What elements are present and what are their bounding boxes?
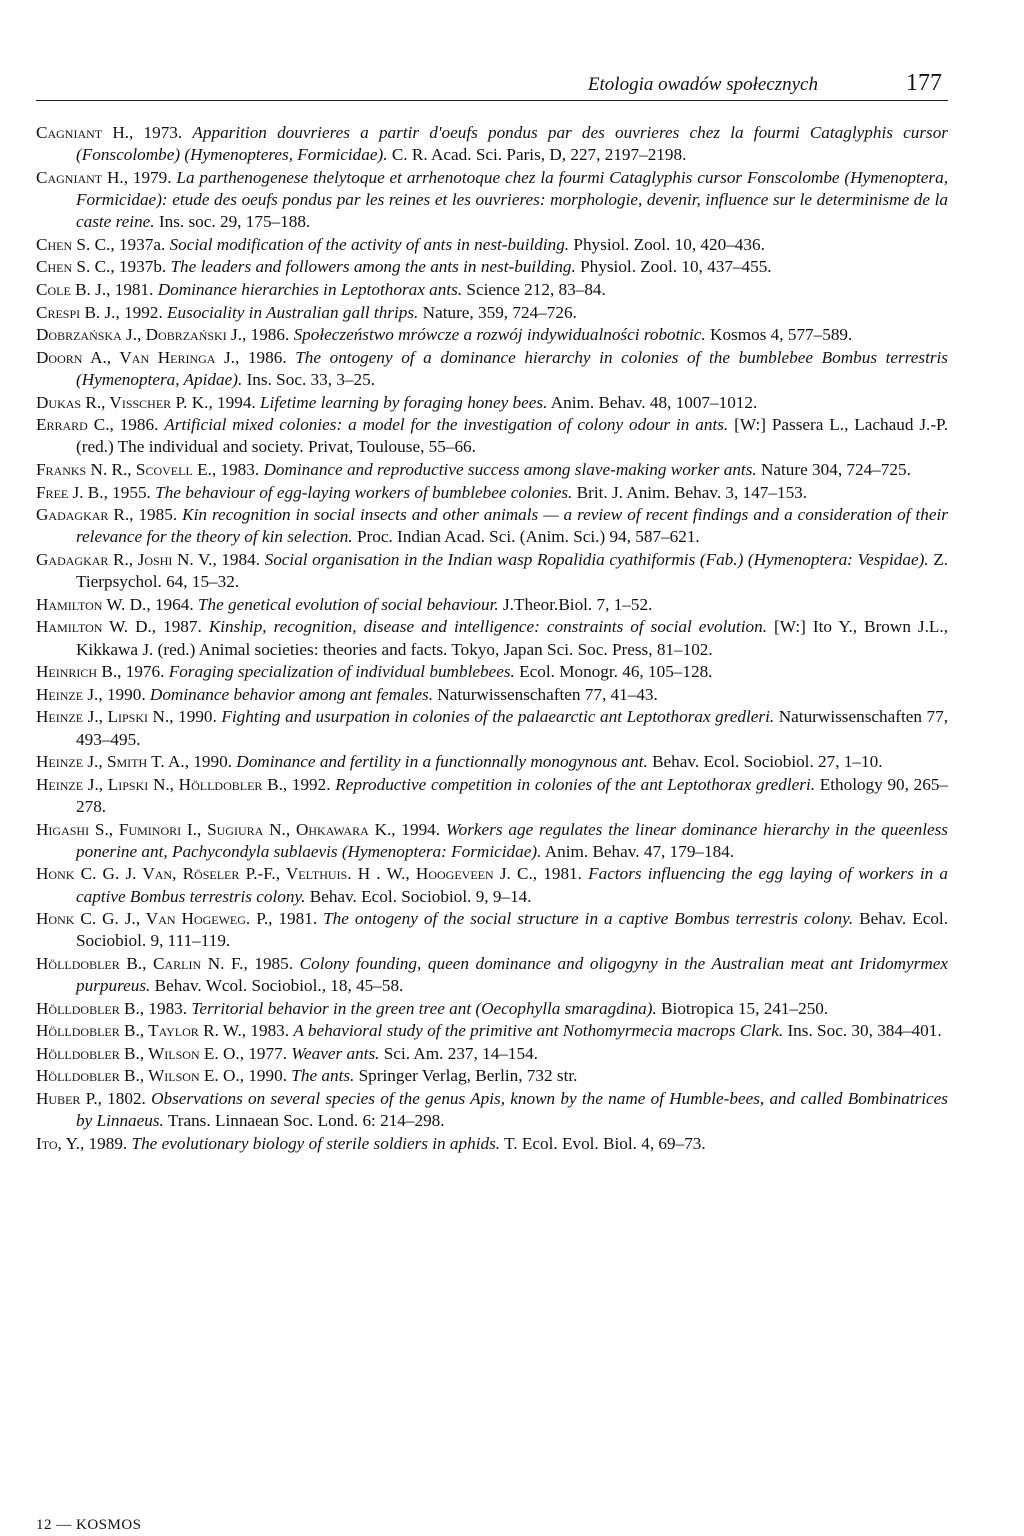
reference-source: J.Theor.Biol. 7, 1–52. xyxy=(498,594,653,614)
reference-title: Kin recognition in social insects and other animals — a review of recent findings and a consideration of their relevance for the theory of kin selection. xyxy=(76,505,948,547)
reference-entry xyxy=(36,279,948,301)
reference-authors: Hamilton W. D. xyxy=(36,594,147,614)
reference-year: , 1977. xyxy=(239,1043,292,1063)
reference-title: Apparition douvrieres a partir d'oeufs pondus par des ouvrieres chez la fourmi Cataglyphis cursor (Fonscolombe) (Hymenopteres, Formicidae). xyxy=(76,123,948,165)
reference-year: , 1937a. xyxy=(110,234,170,254)
reference-authors: Hölldobler B., Carlin N. F. xyxy=(36,953,244,973)
reference-entry xyxy=(36,234,948,256)
reference-authors: Hölldobler B., Wilson E. O. xyxy=(36,1066,240,1086)
reference-entry xyxy=(36,819,948,863)
reference-authors: Dobrzańska J., Dobrzański J. xyxy=(36,325,242,345)
reference-authors: Franks N. R., Scovell E. xyxy=(36,459,212,479)
reference-title: Reproductive competition in colonies of the ant Leptothorax gredleri. xyxy=(335,774,816,794)
reference-authors: Honk C. G. J. Van, Röseler P.-F., Velthuis. H . W., Hoogeveen J. C. xyxy=(36,864,533,884)
reference-year: , 1990. xyxy=(184,752,237,772)
reference-authors: Heinze J. xyxy=(36,684,99,704)
reference-source: Behav. Wcol. Sociobiol., 18, 45–58. xyxy=(150,976,404,996)
reference-year: , 1992. xyxy=(282,774,336,794)
printer-signature: 12 — KOSMOS xyxy=(36,1517,142,1533)
reference-entry xyxy=(36,167,948,234)
reference-entry xyxy=(36,1020,948,1042)
reference-entry xyxy=(36,616,948,660)
reference-source: Physiol. Zool. 10, 420–436. xyxy=(569,234,765,254)
reference-year: , 1937b. xyxy=(110,257,171,277)
reference-entry xyxy=(36,706,948,750)
reference-title: Dominance behavior among ant females. xyxy=(149,684,433,704)
reference-year: , 1981. xyxy=(268,909,324,929)
reference-source: Behav. Ecol. Sociobiol. 9, 9–14. xyxy=(305,886,532,906)
reference-source: T. Ecol. Evol. Biol. 4, 69–73. xyxy=(500,1133,706,1153)
reference-title: Lifetime learning by foraging honey bees. xyxy=(260,392,548,412)
reference-entry xyxy=(36,684,948,706)
reference-title: Społeczeństwo mrówcze a rozwój indywidualności robotnic. xyxy=(293,325,706,345)
reference-entry xyxy=(36,863,948,907)
reference-year: , 1990. xyxy=(239,1066,292,1086)
reference-list xyxy=(36,122,948,1155)
reference-title: Eusociality in Australian gall thrips. xyxy=(167,302,419,322)
reference-authors: Chen S. C. xyxy=(36,257,111,277)
reference-source: Ins. Soc. 30, 384–401. xyxy=(783,1021,942,1041)
reference-title: Colony founding, queen dominance and oligogyny in the Australian meat ant Iridomyrmex purpureus. xyxy=(76,953,948,996)
reference-title: Workers age regulates the linear dominance hierarchy in the queenless ponerine ant, Pachycondyla sublaevis (Hymenoptera: Formicidae). xyxy=(76,819,948,861)
reference-source: Brit. J. Anim. Behav. 3, 147–153. xyxy=(572,482,808,502)
running-title: Etologia owadów społecznych xyxy=(587,74,818,95)
reference-title: The behaviour of egg-laying workers of bumblebee colonies. xyxy=(155,482,573,502)
reference-source: [W:] Passera L., Lachaud J.-P. (red.) The individual and society. Privat, Toulouse, 55–66. xyxy=(76,415,949,457)
reference-year: , 1985. xyxy=(129,505,183,525)
reference-year: , 1986. xyxy=(235,347,296,367)
reference-entry xyxy=(36,482,948,504)
reference-source: Nature 304, 724–725. xyxy=(756,459,911,479)
reference-title: Dominance and reproductive success among slave-making worker ants. xyxy=(263,459,757,479)
reference-authors: Cole B. J. xyxy=(36,279,107,299)
reference-authors: Hamilton W. D. xyxy=(36,617,152,637)
reference-authors: Chen S. C. xyxy=(36,234,111,254)
reference-entry xyxy=(36,324,948,346)
reference-year: , 1984. xyxy=(212,549,265,569)
reference-entry xyxy=(36,774,948,818)
reference-authors: Errard C. xyxy=(36,415,110,435)
reference-source: Sci. Am. 237, 14–154. xyxy=(379,1043,538,1063)
reference-year: , 1976. xyxy=(117,662,169,682)
reference-source: Ins. soc. 29, 175–188. xyxy=(154,212,311,232)
reference-title: The evolutionary biology of sterile soldiers in aphids. xyxy=(131,1133,501,1153)
reference-authors: Cagniant H. xyxy=(36,123,130,142)
reference-year: , 1985. xyxy=(243,953,300,973)
reference-entry xyxy=(36,908,948,952)
reference-authors: Hölldobler B. xyxy=(36,998,140,1018)
reference-year: , 1955. xyxy=(103,482,156,502)
reference-authors: Crespi B. J. xyxy=(36,302,116,322)
reference-year: , 1986. xyxy=(109,415,165,435)
reference-title: A behavioral study of the primitive ant Nothomyrmecia macrops Clark. xyxy=(293,1021,784,1041)
reference-title: The ontogeny of a dominance hierarchy in colonies of the bumblebee Bombus terrestris (Hymenoptera, Apidae). xyxy=(76,347,948,389)
reference-year: , 1989. xyxy=(79,1133,132,1153)
reference-source: Ecol. Monogr. 46, 105–128. xyxy=(514,662,713,682)
reference-title: The ontogeny of the social structure in a captive Bombus terrestris colony. xyxy=(323,909,854,929)
reference-source: Anim. Behav. 47, 179–184. xyxy=(541,841,735,861)
reference-title: Social modification of the activity of ants in nest-building. xyxy=(169,234,570,254)
reference-title: Foraging specialization of individual bumblebees. xyxy=(168,662,515,682)
reference-source: C. R. Acad. Sci. Paris, D, 227, 2197–2198. xyxy=(387,145,687,165)
reference-authors: Heinze J., Smith T. A. xyxy=(36,752,185,772)
reference-source: Physiol. Zool. 10, 437–455. xyxy=(575,257,772,277)
header-rule xyxy=(36,100,948,101)
reference-entry xyxy=(36,661,948,683)
reference-authors: Heinze J., Lipski N. xyxy=(36,707,170,727)
reference-entry xyxy=(36,459,948,481)
reference-entry xyxy=(36,1133,948,1155)
reference-source: Naturwissenschaften 77, 41–43. xyxy=(433,684,658,704)
reference-year: , 1994. xyxy=(391,819,446,839)
reference-entry xyxy=(36,256,948,278)
reference-authors: Heinze J., Lipski N., Hölldobler B. xyxy=(36,774,283,794)
reference-title: Artificial mixed colonies: a model for the investigation of colony odour in ants. xyxy=(164,415,729,435)
reference-authors: Hölldobler B., Taylor R. W. xyxy=(36,1021,242,1041)
reference-year: , 1973. xyxy=(129,123,193,142)
reference-year: , 1992. xyxy=(115,302,168,322)
reference-authors: Dukas R., Visscher P. K. xyxy=(36,392,209,412)
reference-entry xyxy=(36,302,948,324)
reference-source: Behav. Ecol. Sociobiol. 9, 111–119. xyxy=(76,909,948,951)
reference-authors: Doorn A., Van Heringa J. xyxy=(36,347,236,367)
page-header xyxy=(36,70,948,106)
reference-year: , 1987. xyxy=(151,617,209,637)
reference-year: , 1990. xyxy=(169,707,222,727)
reference-year: , 1990. xyxy=(98,684,150,704)
reference-entry xyxy=(36,998,948,1020)
reference-entry xyxy=(36,392,948,414)
page-number: 177 xyxy=(906,70,942,96)
reference-source: Springer Verlag, Berlin, 732 str. xyxy=(354,1066,578,1086)
reference-entry xyxy=(36,953,948,997)
reference-year: , 1994. xyxy=(208,392,260,412)
reference-source: Biotropica 15, 241–250. xyxy=(656,998,829,1018)
reference-source: Behav. Ecol. Sociobiol. 27, 1–10. xyxy=(647,752,883,772)
reference-entry xyxy=(36,751,948,773)
reference-year: , 1979. xyxy=(123,167,177,187)
reference-title: Kinship, recognition, disease and intelligence: constraints of social evolution. xyxy=(208,617,767,637)
reference-year: , 1983. xyxy=(211,459,264,479)
reference-title: Observations on several species of the genus Apis, known by the name of Humble-bees, and called Bombinatrices by Linnaeus. xyxy=(76,1089,948,1131)
reference-title: Fighting and usurpation in colonies of the palaearctic ant Leptothorax gredleri. xyxy=(221,707,775,727)
reference-title: The genetical evolution of social behaviour. xyxy=(197,594,499,614)
reference-entry xyxy=(36,414,948,458)
reference-authors: Gadagkar R., Joshi N. V. xyxy=(36,549,213,569)
reference-entry xyxy=(36,549,948,593)
reference-entry xyxy=(36,347,948,391)
reference-authors: Heinrich B. xyxy=(36,662,118,682)
reference-source: Nature, 359, 724–726. xyxy=(418,302,577,322)
reference-authors: Higashi S., Fuminori I., Sugiura N., Ohkawara K. xyxy=(36,819,392,839)
reference-source: Proc. Indian Acad. Sci. (Anim. Sci.) 94, 587–621. xyxy=(352,527,700,547)
reference-authors: Huber P. xyxy=(36,1089,98,1109)
reference-title: Dominance hierarchies in Leptothorax ants. xyxy=(157,279,463,299)
reference-year: , 1983. xyxy=(139,998,192,1018)
reference-source: Z. Tierpsychol. 64, 15–32. xyxy=(76,549,949,592)
reference-source: Naturwissenschaften 77, 493–495. xyxy=(76,707,949,749)
reference-source: Trans. Linnaean Soc. Lond. 6: 214–298. xyxy=(163,1111,445,1131)
reference-authors: Cagniant H. xyxy=(36,167,124,187)
reference-title: Territorial behavior in the green tree ant (Oecophylla smaragdina). xyxy=(191,998,657,1018)
reference-authors: Ito, Y. xyxy=(36,1133,80,1153)
reference-year: , 1981. xyxy=(532,864,589,884)
reference-source: Ethology 90, 265–278. xyxy=(76,774,949,816)
reference-title: Factors influencing the egg laying of workers in a captive Bombus terrestris colony. xyxy=(76,864,948,906)
reference-entry xyxy=(36,1065,948,1087)
reference-entry xyxy=(36,122,948,166)
reference-year: , 1981. xyxy=(106,279,158,299)
reference-source: Science 212, 83–84. xyxy=(462,279,606,299)
reference-source: Kosmos 4, 577–589. xyxy=(705,325,853,345)
reference-entry xyxy=(36,594,948,616)
reference-entry xyxy=(36,1043,948,1065)
reference-title: Weaver ants. xyxy=(291,1043,380,1063)
reference-authors: Gadagkar R. xyxy=(36,505,130,525)
reference-year: , 1802. xyxy=(97,1089,152,1109)
reference-source: [W:] Ito Y., Brown J.L., Kikkawa J. (red.) Animal societies: theories and facts. Tokyo, Japan Sci. Soc. Press, 81–102. xyxy=(76,617,949,659)
reference-entry xyxy=(36,504,948,548)
reference-source: Ins. Soc. 33, 3–25. xyxy=(242,369,375,389)
reference-authors: Free J. B. xyxy=(36,482,104,502)
reference-title: Dominance and fertility in a functionnally monogynous ant. xyxy=(236,752,648,772)
reference-title: The leaders and followers among the ants in nest-building. xyxy=(170,257,576,277)
reference-year: , 1986. xyxy=(242,325,294,345)
reference-title: La parthenogenese thelytoque et arrhenotoque chez la fourmi Cataglyphis cursor Fonscolombe (Hymenoptera, Formicidae): etude des oeufs pondus par les reines et les ouvrieres: morphologie, devenir, influence sur le determinisme de la caste reine. xyxy=(76,167,948,232)
reference-source: Anim. Behav. 48, 1007–1012. xyxy=(547,392,758,412)
reference-year: , 1983. xyxy=(241,1021,294,1041)
reference-entry xyxy=(36,1088,948,1132)
reference-year: , 1964. xyxy=(146,594,198,614)
reference-title: The ants. xyxy=(291,1066,355,1086)
reference-title: Social organisation in the Indian wasp Ropalidia cyathiformis (Fab.) (Hymenoptera: Vespidae). xyxy=(264,549,929,569)
reference-authors: Hölldobler B., Wilson E. O. xyxy=(36,1043,240,1063)
reference-authors: Honk C. G. J., Van Hogeweg. P. xyxy=(36,909,269,929)
